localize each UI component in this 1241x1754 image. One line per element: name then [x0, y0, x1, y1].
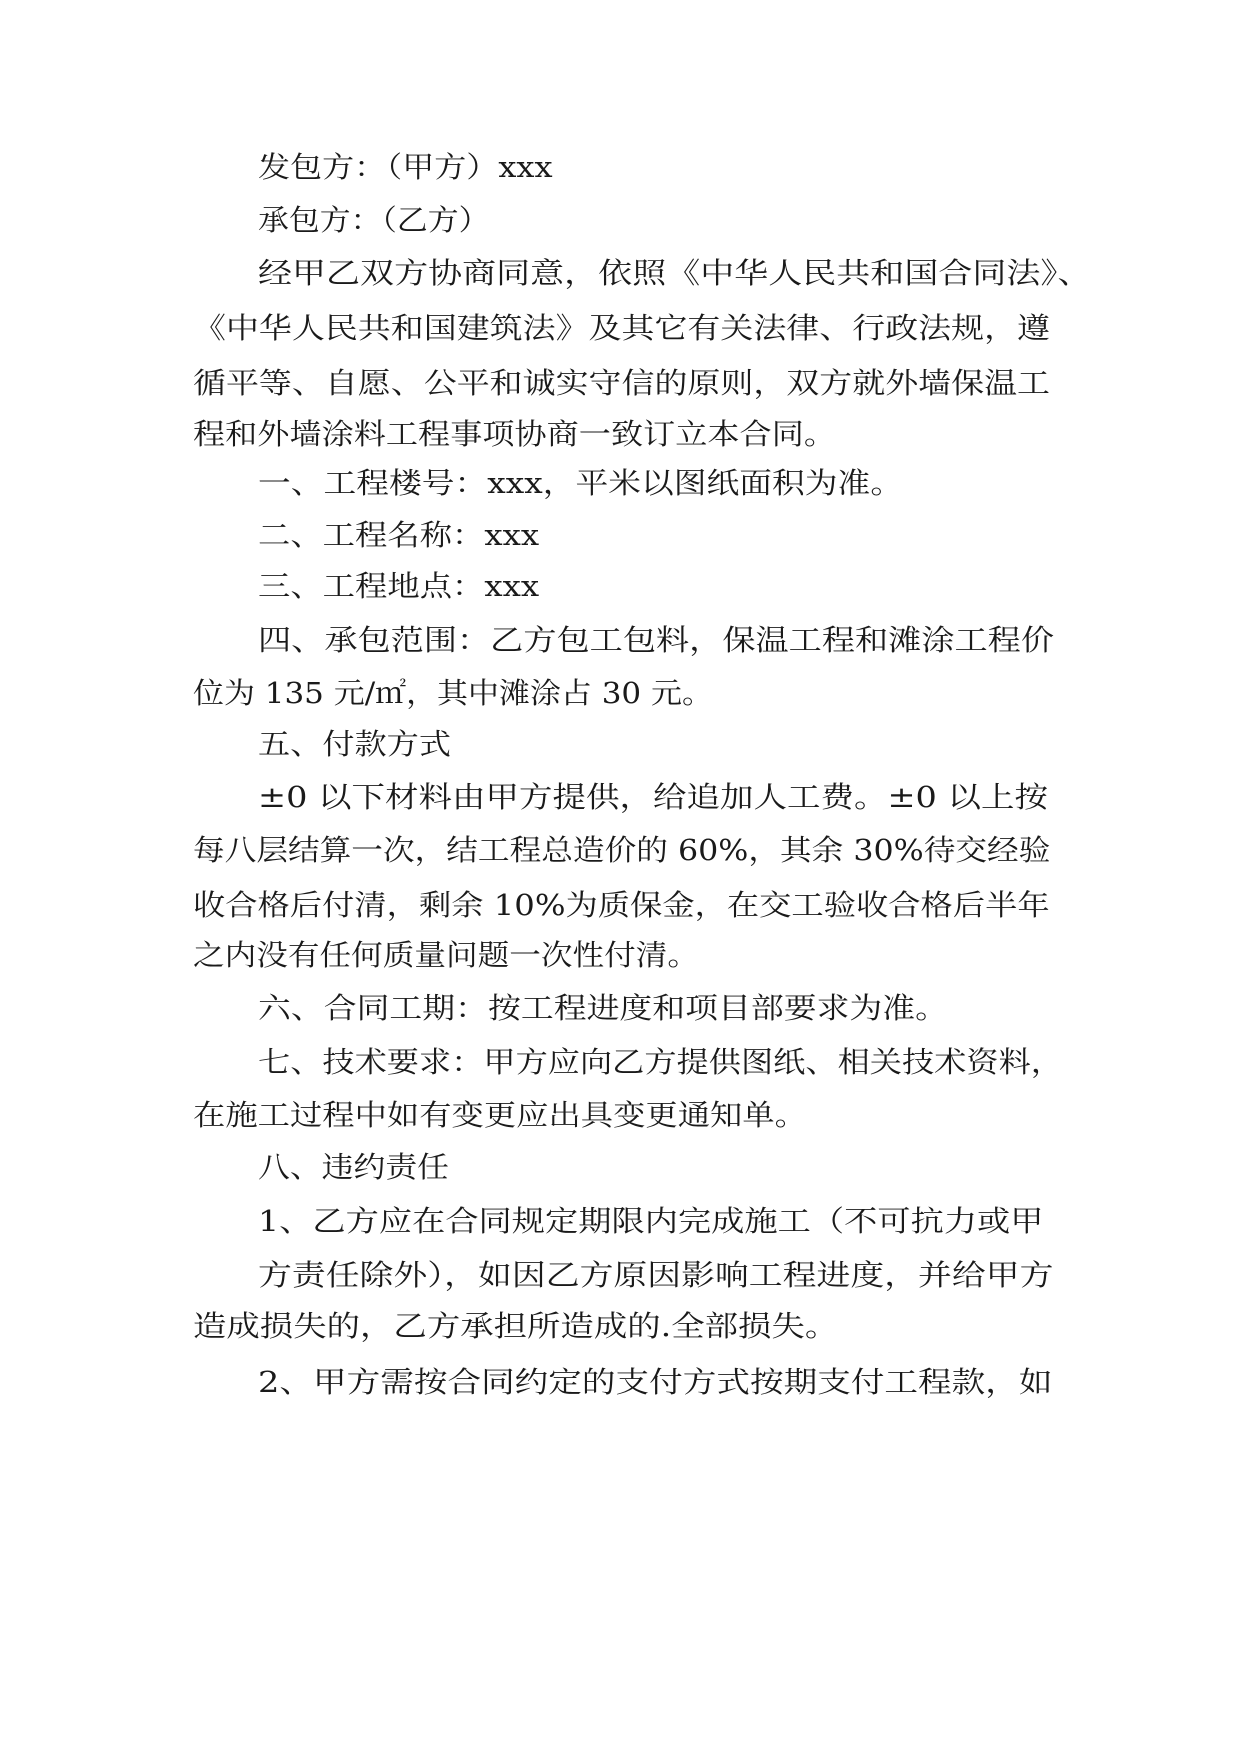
clause-building-number: 一、工程楼号：xxx，平米以图纸面积为准。 — [258, 466, 904, 500]
preamble-line: 《中华人民共和国建筑法》及其它有关法律、行政法规，遵 — [193, 311, 1051, 345]
clause-technical-line: 在施工过程中如有变更应出具变更通知单。 — [193, 1098, 807, 1132]
liability-item-line: 造成损失的，乙方承担所造成的.全部损失。 — [193, 1309, 839, 1343]
preamble-line: 程和外墙涂料工程事项协商一致订立本合同。 — [193, 417, 837, 451]
party-b-line: 承包方：（乙方） — [258, 203, 490, 237]
clause-technical-line: 七、技术要求：甲方应向乙方提供图纸、相关技术资料， — [258, 1045, 1063, 1079]
liability-item-line: 2、甲方需按合同约定的支付方式按期支付工程款，如 — [258, 1365, 1053, 1399]
payment-paragraph-line: 每八层结算一次，结工程总造价的 60%，其余 30%待交经验 — [193, 833, 1051, 867]
clause-scope-line: 四、承包范围：乙方包工包料，保温工程和滩涂工程价 — [258, 623, 1055, 657]
clause-project-name: 二、工程名称：xxx — [258, 518, 540, 552]
liability-item-line: 方责任除外），如因乙方原因影响工程进度，并给甲方 — [258, 1258, 1054, 1292]
clause-duration: 六、合同工期：按工程进度和项目部要求为准。 — [258, 991, 949, 1025]
payment-paragraph-line: 之内没有任何质量问题一次性付清。 — [193, 938, 700, 972]
clause-scope-line: 位为 135 元/㎡，其中滩涂占 30 元。 — [193, 676, 713, 710]
clause-project-location: 三、工程地点：xxx — [258, 569, 540, 603]
preamble-line: 经甲乙双方协商同意，依照《中华人民共和国合同法》、 — [258, 256, 1092, 290]
preamble-line: 循平等、自愿、公平和诚实守信的原则，双方就外墙保温工 — [193, 366, 1051, 400]
payment-paragraph-line: ±0 以下材料由甲方提供，给追加人工费。±0 以上按 — [258, 780, 1048, 814]
payment-paragraph-line: 收合格后付清，剩余 10%为质保金，在交工验收合格后半年 — [193, 888, 1050, 922]
party-a-line: 发包方：（甲方）xxx — [258, 150, 553, 184]
liability-item-line: 1、乙方应在合同规定期限内完成施工（不可抗力或甲 — [258, 1204, 1044, 1238]
clause-liability-heading: 八、违约责任 — [258, 1150, 450, 1184]
clause-payment-heading: 五、付款方式 — [258, 727, 452, 761]
